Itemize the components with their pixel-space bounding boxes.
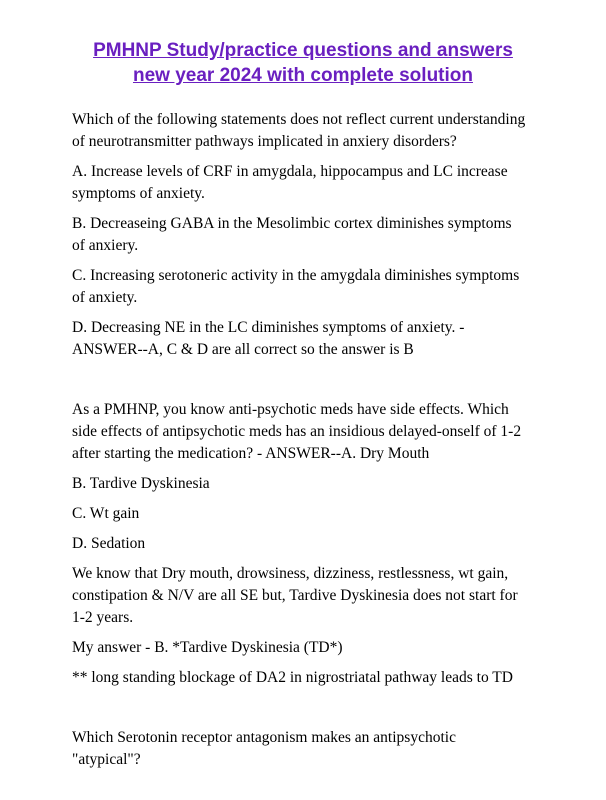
question-1-stem: Which of the following statements does not reflect current understanding of neurotransmitter pathways implicated in anxiery disorders?	[72, 111, 526, 150]
question-1-option-c: C. Increasing serotoneric activity in the amygdala diminishes symptoms of anxiety.	[72, 267, 520, 306]
document-body	[72, 109, 572, 771]
question-2-my-answer: My answer - B. *Tardive Dyskinesia (TD*)	[72, 639, 343, 656]
question-2-option-d: D. Sedation	[72, 535, 146, 552]
question-1-option-a: A. Increase levels of CRF in amygdala, hippocampus and LC increase symptoms of anxiety.	[72, 163, 508, 202]
title-line-2: new year 2024 with complete solution	[133, 65, 473, 86]
question-2-stem-answer: As a PMHNP, you know anti-psychotic meds have side effects. Which side effects of antipsychotic meds has an insidious delayed-onself of 1-2 after starting the medication? - ANSWER--A. Dry Mouth	[72, 401, 522, 462]
document-title	[0, 38, 606, 88]
title-line-1: PMHNP Study/practice questions and answers	[93, 40, 513, 61]
question-2-option-c: C. Wt gain	[72, 505, 140, 522]
question-1-option-b: B. Decreaseing GABA in the Mesolimbic cortex diminishes symptoms of anxiery.	[72, 215, 512, 254]
question-3-stem: Which Serotonin receptor antagonism makes an antipsychotic "atypical"?	[72, 729, 456, 768]
question-2-note: ** long standing blockage of DA2 in nigrostriatal pathway leads to TD	[72, 669, 513, 686]
question-2-option-b: B. Tardive Dyskinesia	[72, 475, 210, 492]
question-1-option-d-answer: D. Decreasing NE in the LC diminishes symptoms of anxiety. - ANSWER--A, C & D are all correct so the answer is B	[72, 319, 465, 358]
question-2-explanation: We know that Dry mouth, drowsiness, dizziness, restlessness, wt gain, constipation & N/V are all SE but, Tardive Dyskinesia does not start for 1-2 years.	[72, 565, 518, 626]
